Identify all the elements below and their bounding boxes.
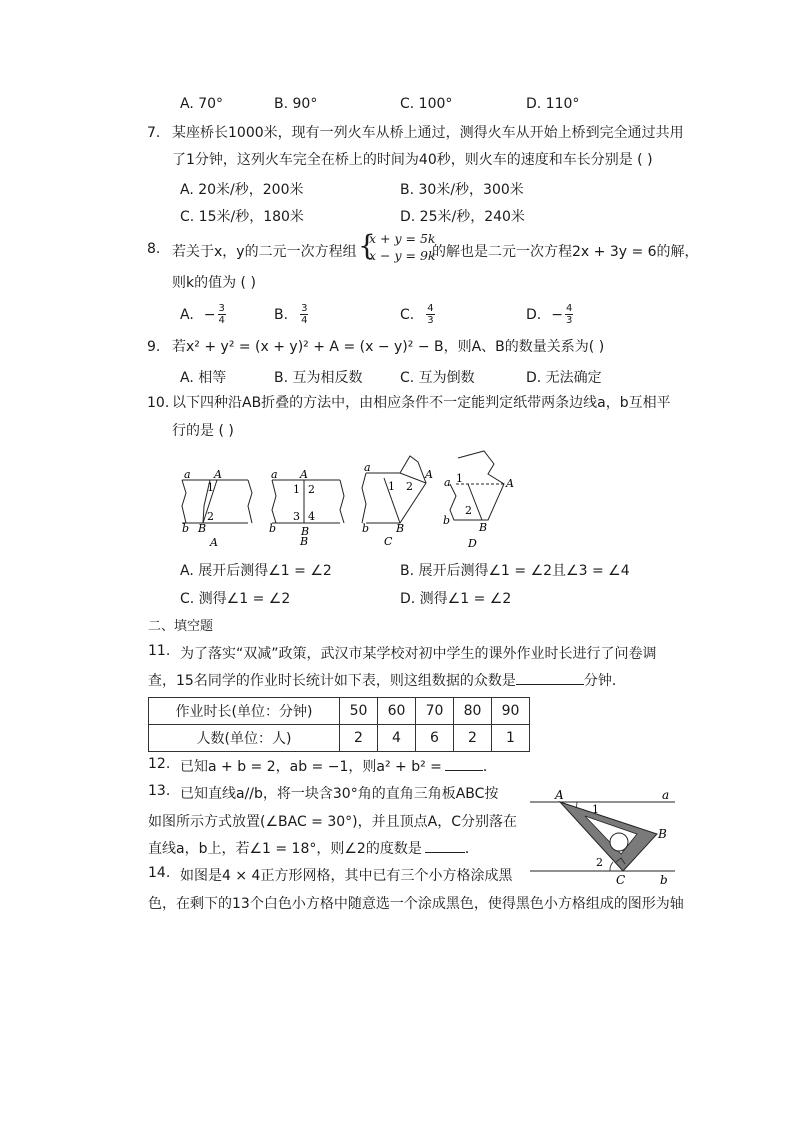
q8-option-c-fraction: 4 3	[427, 303, 434, 326]
q10-d-label-B: B	[479, 521, 488, 534]
q8-option-d-fraction: $\frac{4}{3}$	[565, 303, 573, 326]
q10-option-b: B. 展开后测得∠1 = ∠2且∠3 = ∠4	[400, 563, 630, 579]
q12-answer-blank[interactable]	[445, 756, 483, 771]
q9-option-a: A. 相等	[180, 370, 227, 386]
q13-triangle-figure	[525, 786, 685, 886]
q8-option-c	[400, 303, 435, 326]
q6-option-c: C. 100°	[400, 96, 453, 112]
q11-text-line1: 为了落实“双减”政策，武汉市某学校对初中学生的课外作业时长进行了问卷调	[180, 646, 657, 662]
table-row	[149, 698, 530, 725]
q13-answer-blank[interactable]	[425, 838, 465, 853]
table-cell: 60	[378, 698, 416, 725]
q10-d-angle2: 2	[465, 504, 472, 517]
q8-brace: {	[358, 229, 376, 262]
q10-text-line1: 以下四种沿AB折叠的方法中，由相应条件不一定能判定纸带两条边线a，b互相平	[172, 395, 671, 411]
q13-label-C: C	[616, 873, 626, 886]
q11-table	[148, 697, 530, 752]
table-header-cell: 作业时长(单位：分钟)	[149, 698, 340, 725]
table-header-cell: 人数(单位：人)	[149, 725, 340, 752]
q10-number: 10.	[147, 395, 170, 411]
q10-b-label-a: a	[271, 468, 278, 481]
table-cell: 6	[416, 725, 454, 752]
q12-number: 12.	[148, 756, 171, 772]
q11-number: 11.	[148, 643, 171, 659]
q10-a-label-B: B	[198, 522, 207, 535]
q13-label-B: B	[658, 827, 667, 841]
q13-label-angle2: 2	[596, 856, 603, 869]
q10-c-angle1: 1	[388, 480, 395, 493]
table-cell: 2	[454, 725, 492, 752]
q6-option-b: B. 90°	[274, 96, 318, 112]
q13-label-b: b	[660, 873, 668, 886]
q13-number: 13.	[148, 783, 171, 799]
q12-text-post: ．	[482, 759, 497, 775]
q8-option-d	[526, 303, 573, 326]
q11-text-line2-post: 分钟．	[583, 673, 626, 689]
q10-figure-d	[450, 451, 504, 520]
q10-a-label-A: A	[214, 468, 222, 481]
q10-b-label-A: A	[300, 468, 308, 481]
q10-option-d: D. 测得∠1 = ∠2	[400, 591, 512, 607]
q6-option-d: D. 110°	[526, 96, 580, 112]
q7-text-line1: 某座桥长1000米，现有一列火车从桥上通过，测得火车从开始上桥到完全通过共用	[172, 125, 684, 141]
q8-option-b-fraction: 3 4	[301, 303, 308, 326]
q8-text-post: 的解也是二元一次方程2x + 3y = 6的解，	[432, 244, 699, 260]
q6-option-a: A. 70°	[180, 96, 224, 112]
q12-text-pre: 已知a + b = 2，ab = −1，则a² + b² =	[180, 759, 442, 775]
table-cell: 50	[340, 698, 378, 725]
q8-eq1: x + y = 5k	[369, 231, 436, 246]
q10-b-label-B: B	[301, 525, 310, 538]
q10-d-label-b: b	[443, 514, 451, 527]
q10-a-label-b: b	[182, 522, 190, 535]
q14-number: 14.	[148, 865, 171, 881]
q8-option-b-label: B.	[274, 306, 289, 323]
q10-d-label-a: a	[444, 476, 451, 489]
table-row	[149, 725, 530, 752]
table-cell: 2	[340, 725, 378, 752]
q7-option-a: A. 20米/秒，200米	[180, 182, 304, 198]
q10-text-line2: 行的是 ( )	[172, 423, 234, 439]
q10-b-caption: B	[300, 535, 309, 548]
q10-b-angle2: 2	[308, 483, 315, 496]
q14-text-line1: 如图是4 × 4正方形网格，其中已有三个小方格涂成黑	[180, 868, 513, 884]
q12-text	[180, 756, 497, 776]
q9-option-c: C. 互为倒数	[400, 370, 475, 386]
q8-text-line2: 则k的值为 ( )	[172, 275, 256, 291]
q10-c-label-A: A	[425, 468, 433, 481]
q10-b-angle1: 1	[293, 483, 300, 496]
q8-option-a	[180, 303, 226, 326]
q7-number: 7.	[147, 125, 161, 141]
q9-option-b: B. 互为相反数	[274, 370, 363, 386]
q10-c-angle2: 2	[406, 480, 413, 493]
section-fill-blank-title: 二、填空题	[148, 619, 214, 634]
table-cell: 80	[454, 698, 492, 725]
q10-d-label-A: A	[506, 477, 514, 490]
q13-text-line3-post: ．	[464, 841, 479, 857]
q10-b-label-b: b	[269, 522, 277, 535]
q13-label-angle1: 1	[592, 803, 599, 816]
q10-option-c: C. 测得∠1 = ∠2	[180, 591, 291, 607]
q8-eq2: x − y = 9k	[369, 248, 436, 263]
q8-option-a-label: A.	[180, 306, 194, 323]
q8-option-d-label: D.	[526, 306, 542, 323]
q13-text-line2: 如图所示方式放置(∠BAC = 30°)，并且顶点A，C分别落在	[148, 814, 517, 830]
q11-answer-blank[interactable]	[516, 670, 584, 685]
table-cell: 1	[492, 725, 530, 752]
q7-option-c: C. 15米/秒，180米	[180, 209, 304, 225]
q13-label-a: a	[662, 788, 670, 802]
q9-option-d: D. 无法确定	[526, 370, 602, 386]
q10-c-label-a: a	[364, 461, 371, 474]
q13-text-line3-pre: 直线a，b上，若∠1 = 18°，则∠2的度数是	[148, 841, 422, 857]
table-cell: 4	[378, 725, 416, 752]
q10-c-label-B: B	[396, 522, 405, 535]
q10-a-angle2: 2	[207, 510, 214, 523]
q10-d-caption: D	[468, 537, 477, 550]
q13-text-line3	[148, 838, 479, 858]
q9-text: 若x² + y² = (x + y)² + A = (x − y)² − B，则A、B的数量关系为( )	[172, 339, 605, 355]
q10-c-label-b: b	[362, 522, 370, 535]
q8-text-pre: 若关于x，y的二元一次方程组	[172, 244, 357, 260]
q9-number: 9.	[147, 339, 161, 355]
q10-c-caption: C	[384, 535, 393, 548]
q13-label-A: A	[555, 788, 564, 802]
q8-option-d-sign: −	[551, 306, 563, 323]
q7-option-d: D. 25米/秒，240米	[400, 209, 525, 225]
q10-b-angle4: 4	[308, 510, 315, 523]
table-cell: 70	[416, 698, 454, 725]
q8-number: 8.	[147, 241, 161, 257]
q8-option-a-sign: −	[203, 306, 216, 323]
q11-text-line2	[148, 670, 626, 690]
q7-text-line2: 了1分钟，这列火车完全在桥上的时间为40秒，则火车的速度和车长分别是 ( )	[172, 152, 653, 168]
q10-b-angle3: 3	[293, 510, 300, 523]
q10-d-angle1: 1	[456, 472, 463, 485]
circle-hole	[610, 833, 628, 851]
q10-a-caption: A	[210, 536, 218, 549]
q11-text-line2-pre: 查，15名同学的作业时长统计如下表，则这组数据的众数是	[148, 673, 516, 689]
q10-fold-figures	[170, 448, 530, 552]
table-cell: 90	[492, 698, 530, 725]
q13-text-line1: 已知直线a//b，将一块含30°角的直角三角板ABC按	[180, 786, 499, 802]
q14-text-line2: 色，在剩下的13个白色小方格中随意选一个涂成黑色，使得黑色小方格组成的图形为轴	[148, 896, 684, 912]
q10-option-a: A. 展开后测得∠1 = ∠2	[180, 563, 332, 579]
q8-option-a-fraction: $\frac{3}{4}$	[218, 303, 225, 326]
q8-option-b	[274, 303, 308, 326]
q10-a-label-a: a	[184, 468, 191, 481]
q8-option-c-label: C.	[400, 306, 415, 323]
q7-option-b: B. 30米/秒，300米	[400, 182, 524, 198]
q10-a-angle1: 1	[207, 481, 214, 494]
q10-figure-a	[182, 480, 252, 523]
